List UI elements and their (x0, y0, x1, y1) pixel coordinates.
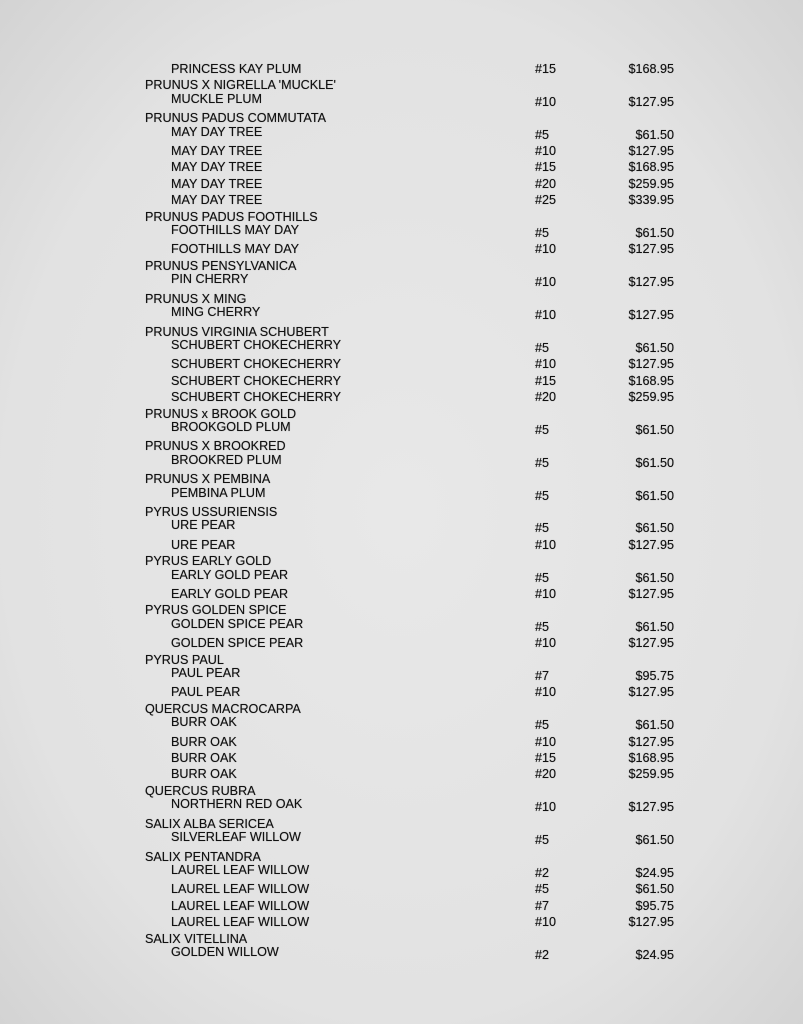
plant-item-row (0, 389, 803, 405)
plant-name: BURR OAK (171, 734, 237, 749)
plant-item-row (0, 616, 803, 635)
container-size: #10 (535, 685, 557, 700)
container-size: #10 (535, 800, 557, 815)
price: $95.75 (635, 669, 674, 684)
plant-name: BURR OAK (171, 751, 237, 766)
genus-heading-row (0, 291, 803, 307)
container-size: #10 (535, 275, 557, 290)
plant-item-row (0, 881, 803, 897)
plant-item-row (0, 192, 803, 208)
genus-name: SALIX ALBA SERICEA (145, 816, 274, 831)
price: $61.50 (635, 488, 674, 503)
container-size: #5 (535, 619, 550, 634)
price: $61.50 (635, 340, 674, 355)
price: $127.95 (628, 734, 674, 749)
price: $127.95 (628, 144, 674, 159)
price: $127.95 (628, 357, 674, 372)
plant-item-row (0, 914, 803, 930)
genus-heading-row (0, 553, 803, 569)
container-size: #2 (535, 865, 550, 880)
price: $339.95 (628, 193, 674, 208)
price: $95.75 (635, 898, 674, 913)
genus-heading-row (0, 209, 803, 225)
price: $168.95 (628, 160, 674, 175)
container-size: #10 (535, 242, 557, 257)
price: $127.95 (628, 537, 674, 552)
genus-name: PRUNUS PADUS COMMUTATA (145, 111, 326, 126)
plant-name: EARLY GOLD PEAR (171, 567, 289, 582)
container-size: #7 (535, 669, 550, 684)
container-size: #20 (535, 767, 557, 782)
plant-name: GOLDEN SPICE PEAR (171, 636, 304, 651)
price: $127.95 (628, 242, 674, 257)
plant-item-row (0, 766, 803, 782)
plant-item-row (0, 750, 803, 766)
plant-name: URE PEAR (171, 537, 236, 552)
price-list (0, 61, 803, 963)
container-size: #25 (535, 193, 557, 208)
price: $127.95 (628, 94, 674, 109)
genus-heading-row (0, 783, 803, 799)
plant-item-row (0, 307, 803, 323)
genus-name: PYRUS PAUL (145, 652, 224, 667)
plant-item-row (0, 668, 803, 684)
plant-item-row (0, 452, 803, 471)
genus-heading-row (0, 471, 803, 487)
plant-item-row (0, 635, 803, 651)
plant-item-row (0, 717, 803, 733)
plant-item-row (0, 520, 803, 536)
plant-name: BROOKRED PLUM (171, 452, 282, 467)
plant-name: FOOTHILLS MAY DAY (171, 223, 300, 238)
plant-item-row (0, 176, 803, 192)
genus-heading-row (0, 438, 803, 454)
plant-item-row (0, 586, 803, 602)
plant-name: NORTHERN RED OAK (171, 797, 303, 812)
plant-name: BURR OAK (171, 767, 237, 782)
genus-name: PRUNUS X NIGRELLA 'MUCKLE' (145, 78, 336, 93)
genus-name: SALIX VITELLINA (145, 931, 248, 946)
plant-item-row (0, 734, 803, 750)
container-size: #10 (535, 144, 557, 159)
plant-name: MUCKLE PLUM (171, 91, 262, 106)
plant-name: MAY DAY TREE (171, 176, 263, 191)
plant-name: MING CHERRY (171, 305, 261, 320)
plant-item-row (0, 799, 803, 815)
plant-name: LAUREL LEAF WILLOW (171, 915, 310, 930)
plant-item-row (0, 159, 803, 175)
container-size: #10 (535, 734, 557, 749)
plant-name: FOOTHILLS MAY DAY (171, 242, 300, 257)
plant-item-row (0, 684, 803, 700)
plant-name: URE PEAR (171, 518, 236, 533)
container-size: #10 (535, 587, 557, 601)
plant-item-row (0, 337, 803, 356)
plant-name: LAUREL LEAF WILLOW (171, 882, 310, 897)
price: $61.50 (635, 570, 674, 585)
genus-name: PRUNUS X PEMBINA (145, 472, 271, 487)
genus-name: PYRUS USSURIENSIS (145, 504, 278, 519)
genus-heading-row (0, 849, 803, 865)
container-size: #7 (535, 898, 550, 913)
container-size: #5 (535, 882, 550, 897)
price: $61.50 (635, 718, 674, 733)
container-size: #5 (535, 718, 550, 733)
plant-name: PAUL PEAR (171, 685, 241, 700)
price: $61.50 (635, 619, 674, 634)
container-size: #5 (535, 127, 550, 142)
container-size: #10 (535, 308, 557, 323)
plant-item-row (0, 419, 803, 438)
container-size: #10 (535, 915, 557, 930)
plant-name: MAY DAY TREE (171, 144, 263, 159)
container-size: #10 (535, 636, 557, 651)
container-size: #15 (535, 751, 557, 766)
price: $259.95 (628, 767, 674, 782)
price: $61.50 (635, 521, 674, 536)
plant-item-row (0, 61, 803, 77)
plant-name: BROOKGOLD PLUM (171, 419, 291, 434)
price: $61.50 (635, 882, 674, 897)
genus-name: PRUNUS VIRGINIA SCHUBERT (145, 324, 329, 339)
container-size: #15 (535, 62, 557, 76)
plant-name: PEMBINA PLUM (171, 485, 266, 500)
container-size: #5 (535, 226, 550, 241)
price: $168.95 (628, 751, 674, 766)
container-size: #5 (535, 521, 550, 536)
genus-name: PRUNUS X MING (145, 291, 247, 306)
plant-item-row (0, 373, 803, 389)
container-size: #2 (535, 947, 550, 962)
price: $168.95 (628, 62, 674, 76)
plant-name: LAUREL LEAF WILLOW (171, 898, 310, 913)
price: $127.95 (628, 636, 674, 651)
genus-heading-row (0, 324, 803, 340)
price: $24.95 (635, 947, 674, 962)
genus-heading-row (0, 110, 803, 126)
price: $168.95 (628, 373, 674, 388)
container-size: #5 (535, 833, 550, 848)
plant-name: MAY DAY TREE (171, 124, 263, 139)
plant-name: MAY DAY TREE (171, 160, 263, 175)
genus-name: PRUNUS PADUS FOOTHILLS (145, 209, 318, 224)
plant-item-row (0, 91, 803, 110)
plant-item-row (0, 944, 803, 963)
genus-heading-row (0, 406, 803, 422)
container-size: #5 (535, 488, 550, 503)
price: $61.50 (635, 226, 674, 241)
container-size: #10 (535, 94, 557, 109)
plant-name: SCHUBERT CHOKECHERRY (171, 390, 342, 405)
plant-item-row (0, 485, 803, 504)
plant-name: SCHUBERT CHOKECHERRY (171, 373, 342, 388)
plant-name: SILVERLEAF WILLOW (171, 830, 301, 845)
genus-name: QUERCUS MACROCARPA (145, 701, 301, 716)
plant-item-row (0, 567, 803, 586)
genus-name: QUERCUS RUBRA (145, 783, 256, 798)
plant-name: SCHUBERT CHOKECHERRY (171, 337, 342, 352)
price: $259.95 (628, 176, 674, 191)
container-size: #5 (535, 340, 550, 355)
genus-name: PRUNUS x BROOK GOLD (145, 406, 297, 421)
genus-heading-row (0, 77, 803, 93)
plant-item-row (0, 898, 803, 914)
price: $259.95 (628, 390, 674, 405)
plant-name: EARLY GOLD PEAR (171, 587, 289, 601)
genus-name: PRUNUS PENSYLVANICA (145, 258, 297, 273)
plant-name: PIN CHERRY (171, 272, 249, 287)
plant-item-row (0, 241, 803, 257)
plant-item-row (0, 537, 803, 553)
genus-heading-row (0, 504, 803, 520)
genus-heading-row (0, 816, 803, 832)
genus-name: PRUNUS X BROOKRED (145, 439, 286, 454)
plant-name: BURR OAK (171, 715, 237, 730)
container-size: #20 (535, 176, 557, 191)
plant-item-row (0, 143, 803, 159)
plant-name: GOLDEN SPICE PEAR (171, 616, 304, 631)
price: $61.50 (635, 833, 674, 848)
container-size: #15 (535, 373, 557, 388)
genus-heading-row (0, 602, 803, 618)
genus-name: PYRUS GOLDEN SPICE (145, 603, 287, 618)
price: $127.95 (628, 915, 674, 930)
plant-item-row (0, 356, 803, 372)
price: $127.95 (628, 587, 674, 601)
genus-heading-row (0, 701, 803, 717)
price: $61.50 (635, 455, 674, 470)
container-size: #20 (535, 390, 557, 405)
plant-name: PAUL PEAR (171, 666, 241, 681)
plant-name: GOLDEN WILLOW (171, 944, 279, 959)
container-size: #10 (535, 357, 557, 372)
price: $61.50 (635, 127, 674, 142)
container-size: #5 (535, 422, 550, 437)
price: $127.95 (628, 308, 674, 323)
plant-name: SCHUBERT CHOKECHERRY (171, 357, 342, 372)
plant-item-row (0, 274, 803, 290)
plant-item-row (0, 225, 803, 241)
genus-heading-row (0, 931, 803, 947)
plant-name: MAY DAY TREE (171, 193, 263, 208)
plant-item-row (0, 124, 803, 143)
container-size: #5 (535, 455, 550, 470)
plant-item-row (0, 832, 803, 848)
plant-name: LAUREL LEAF WILLOW (171, 862, 310, 877)
plant-name: PRINCESS KAY PLUM (171, 62, 302, 76)
price: $127.95 (628, 800, 674, 815)
genus-name: PYRUS EARLY GOLD (145, 554, 272, 569)
price: $127.95 (628, 275, 674, 290)
price: $127.95 (628, 685, 674, 700)
container-size: #5 (535, 570, 550, 585)
price: $61.50 (635, 422, 674, 437)
genus-name: SALIX PENTANDRA (145, 849, 261, 864)
container-size: #15 (535, 160, 557, 175)
genus-heading-row (0, 652, 803, 668)
plant-item-row (0, 862, 803, 881)
genus-heading-row (0, 258, 803, 274)
price: $24.95 (635, 865, 674, 880)
container-size: #10 (535, 537, 557, 552)
